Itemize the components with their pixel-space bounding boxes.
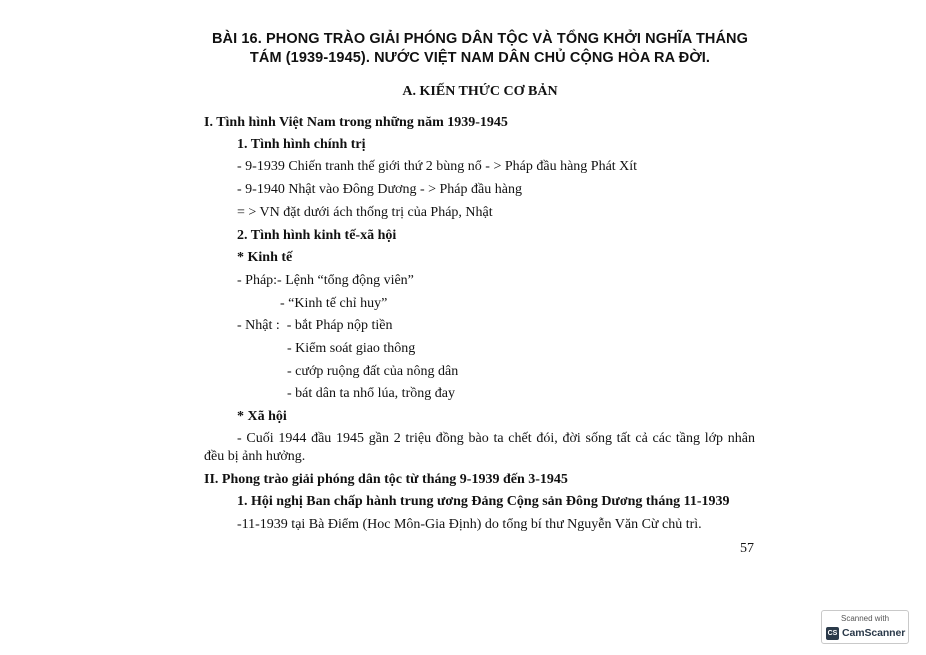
economy-label: * Kinh tế	[237, 250, 293, 265]
part-2-heading: II. Phong trào giải phóng dân tộc từ tháng 9-1939 đến 3-1945	[204, 472, 568, 487]
politics-subheading: 1. Tình hình chính trị	[237, 137, 366, 152]
phap-line-1: - Pháp:- Lệnh “tổng động viên”	[237, 273, 414, 288]
nhat-item-1: - Kiểm soát giao thông	[287, 341, 416, 356]
camscanner-watermark	[821, 610, 909, 644]
society-label: * Xã hội	[237, 409, 287, 424]
society-text-line-2: đều bị ảnh hưởng.	[204, 449, 306, 464]
conference-line-1: -11-1939 tại Bà Điểm (Hoc Môn-Gia Định) do tổng bí thư Nguyễn Văn Cừ chủ trì.	[237, 517, 702, 532]
economy-society-subheading: 2. Tình hình kinh tế-xã hội	[237, 228, 397, 243]
society-text-line-1: - Cuối 1944 đầu 1945 gần 2 triệu đồng bào ta chết đói, đời sống tất cả các tầng lớp nhân	[237, 431, 755, 446]
politics-line-3: = > VN đặt dưới ách thống trị của Pháp, Nhật	[237, 205, 493, 220]
page-number: 57	[740, 541, 754, 556]
watermark-brand-name: CamScanner	[842, 627, 906, 639]
lesson-title-line-2: TÁM (1939-1945). NƯỚC VIỆT NAM DÂN CHỦ CỘNG HÒA RA ĐỜI.	[249, 50, 711, 66]
lesson-title-line-1: BÀI 16. PHONG TRÀO GIẢI PHÓNG DÂN TỘC VÀ TỔNG KHỞI NGHĨA THÁNG	[211, 31, 749, 47]
section-a-heading: A. KIẾN THỨC CƠ BẢN	[402, 84, 558, 99]
phap-line-2: - “Kinh tế chỉ huy”	[280, 296, 388, 311]
nhat-item-3: - bát dân ta nhổ lúa, trồng đay	[287, 386, 455, 401]
conference-subheading: 1. Hội nghị Ban chấp hành trung ương Đảng Cộng sản Đông Dương tháng 11-1939	[237, 494, 730, 509]
nhat-item-2: - cướp ruộng đất của nông dân	[287, 364, 459, 379]
camscanner-logo-icon: CS	[826, 627, 839, 640]
watermark-caption: Scanned with	[840, 614, 890, 623]
part-1-heading: I. Tình hình Việt Nam trong những năm 1939-1945	[204, 115, 508, 130]
nhat-line-1: - Nhật : - bắt Pháp nộp tiền	[237, 318, 393, 333]
politics-line-2: - 9-1940 Nhật vào Đông Dương - > Pháp đầu hàng	[237, 182, 522, 197]
politics-line-1: - 9-1939 Chiến tranh thế giới thứ 2 bùng nổ - > Pháp đầu hàng Phát Xít	[237, 159, 638, 174]
